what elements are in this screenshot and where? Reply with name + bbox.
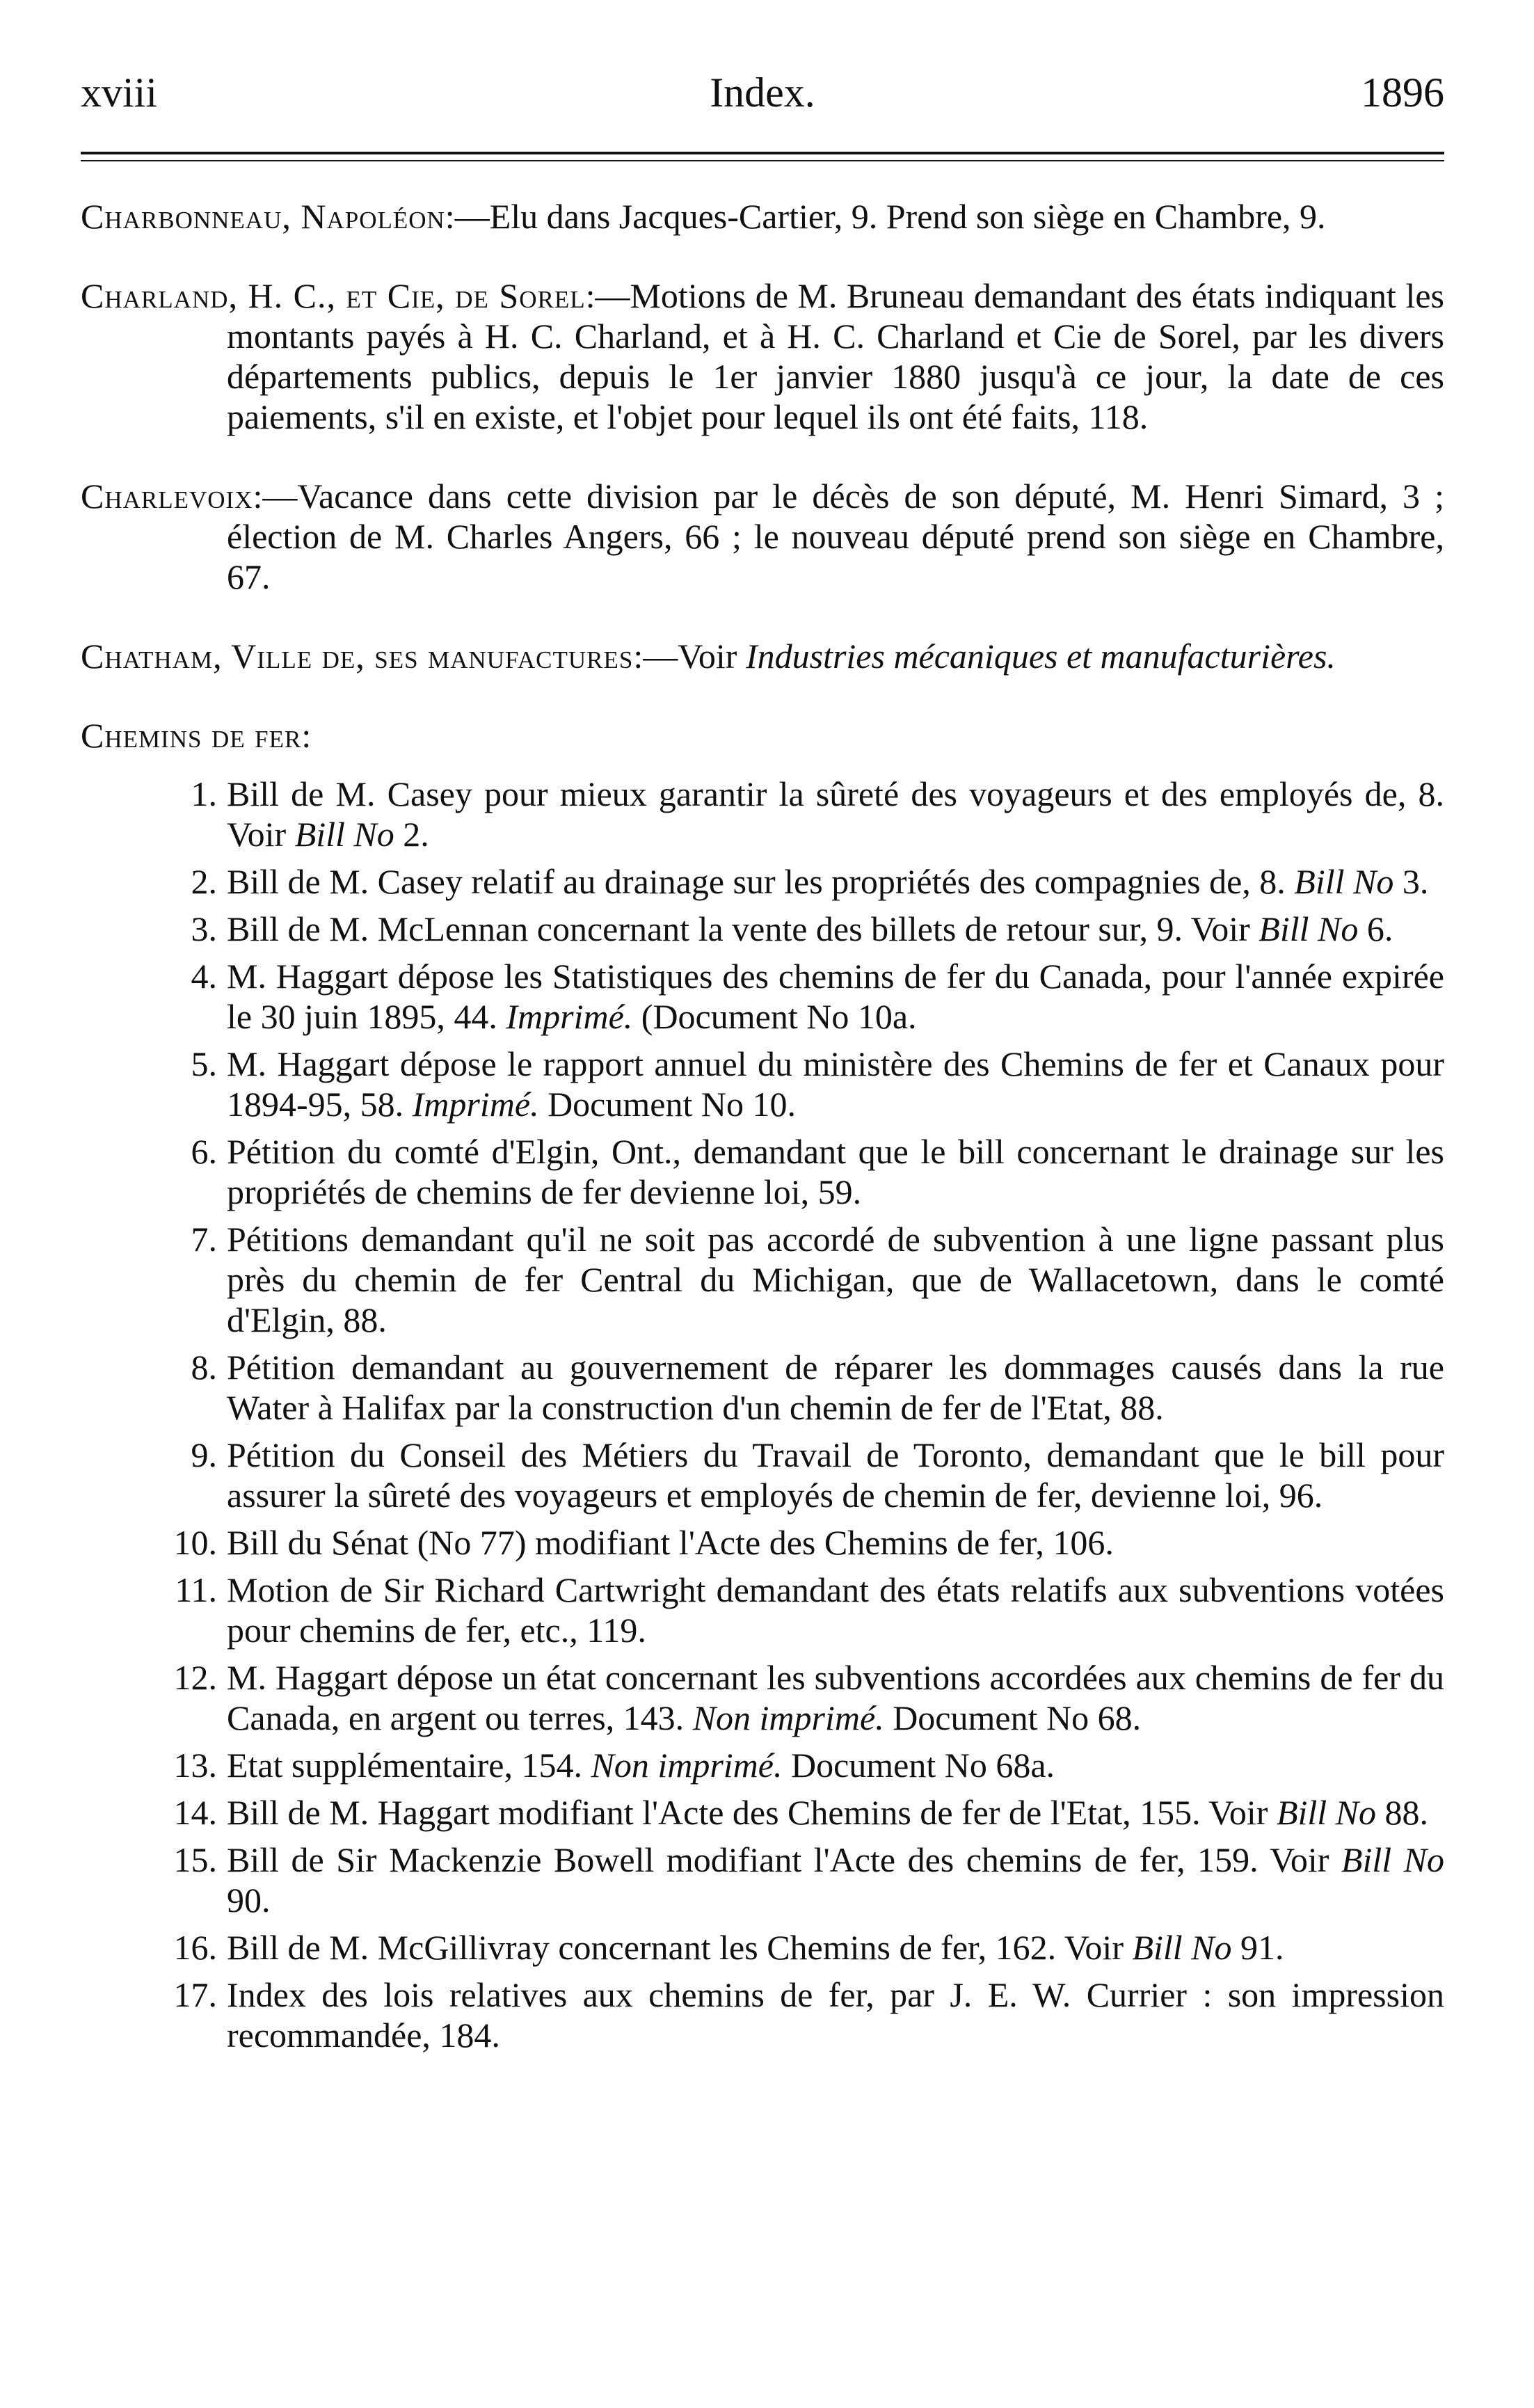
section-list (81, 774, 1444, 2055)
item-italic: Bill No (1294, 862, 1394, 901)
item-text: M. Haggart dépose un état concernant les subventions accordées aux chemins de fer du Canada, en argent ou terres, 143. (227, 1658, 1444, 1737)
item-tail: Document No 10. (538, 1085, 796, 1124)
item-number: 8. (191, 1348, 217, 1387)
list-item (81, 1745, 1444, 1785)
item-italic: Bill No (1276, 1793, 1377, 1832)
item-text: Bill de M. Haggart modifiant l'Acte des Chemins de fer de l'Etat, 155. Voir (227, 1793, 1277, 1832)
item-number: 10. (173, 1523, 217, 1562)
item-number: 4. (191, 957, 217, 996)
list-item (81, 1792, 1444, 1833)
page-number: xviii (81, 70, 158, 115)
entry-heading: Charlevoix (81, 477, 253, 516)
item-tail: 88. (1376, 1793, 1429, 1832)
item-number: 14. (173, 1793, 217, 1832)
item-tail: 2. (394, 815, 429, 854)
item-number: 2. (191, 862, 217, 901)
list-item (81, 1657, 1444, 1738)
index-page (81, 61, 1444, 2062)
item-text: Pétitions demandant qu'il ne soit pas accordé de subvention à une ligne passant plus près du chemin de fer Central du Michigan, que de Wallacetown, dans le comté d'Elgin, 88. (227, 1220, 1444, 1339)
entry-text: :—Elu dans Jacques-Cartier, 9. Prend son siège en Chambre, 9. (445, 197, 1326, 236)
list-item (81, 1975, 1444, 2055)
item-italic: Non imprimé. (591, 1746, 783, 1785)
item-text: Bill de Sir Mackenzie Bowell modifiant l'Acte des chemins de fer, 159. Voir (227, 1840, 1341, 1879)
item-text: Pétition du comté d'Elgin, Ont., demandant que le bill concernant le drainage sur les propriétés de chemins de fer devienne loi, 59. (227, 1132, 1444, 1211)
section-heading: Chemins de fer: (81, 716, 312, 755)
index-entry (81, 636, 1444, 676)
item-text: Bill de M. Casey pour mieux garantir la sûreté des voyageurs et des employés de, 8. Voir (227, 774, 1444, 854)
entry-crossref: Industries mécaniques et manufacturières. (745, 637, 1336, 676)
list-item (81, 774, 1444, 854)
list-item (81, 1435, 1444, 1515)
item-number: 3. (191, 909, 217, 948)
item-number: 5. (191, 1044, 217, 1083)
item-text: Bill de M. McGillivray concernant les Chemins de fer, 162. Voir (227, 1928, 1133, 1967)
item-number: 7. (191, 1220, 217, 1259)
item-text: Bill du Sénat (No 77) modifiant l'Acte des Chemins de fer, 106. (227, 1523, 1114, 1562)
item-number: 17. (173, 1975, 217, 2014)
item-text: Index des lois relatives aux chemins de fer, par J. E. W. Currier : son impression recommandée, 184. (227, 1975, 1444, 2055)
item-text: M. Haggart dépose les Statistiques des chemins de fer du Canada, pour l'année expirée le 30 juin 1895, 44. (227, 957, 1444, 1036)
entry-heading: Chatham, Ville de, ses manufactures (81, 637, 634, 676)
list-item (81, 1347, 1444, 1428)
item-italic: Imprimé. (412, 1085, 539, 1124)
item-number: 1. (191, 774, 217, 813)
header-rule-thin (81, 160, 1444, 161)
item-tail: (Document No 10a. (632, 997, 917, 1036)
item-text: Motion de Sir Richard Cartwright demandant des états relatifs aux subventions votées pour chemins de fer, etc., 119. (227, 1570, 1444, 1650)
list-item (81, 1927, 1444, 1968)
item-number: 15. (173, 1840, 217, 1879)
item-italic: Imprimé. (506, 997, 633, 1036)
item-text: Etat supplémentaire, 154. (227, 1746, 591, 1785)
item-text: Bill de M. Casey relatif au drainage sur les propriétés des compagnies de, 8. (227, 862, 1295, 901)
list-item (81, 909, 1444, 949)
item-tail: Document No 68. (884, 1698, 1142, 1737)
item-italic: Non imprimé. (692, 1698, 884, 1737)
index-entry (81, 196, 1444, 237)
item-italic: Bill No (294, 815, 394, 854)
item-tail: Document No 68a. (782, 1746, 1055, 1785)
item-italic: Bill No (1132, 1928, 1232, 1967)
entry-heading: Charland, H. C., et Cie, de Sorel (81, 276, 586, 315)
item-tail: 3. (1393, 862, 1429, 901)
item-tail: 91. (1231, 1928, 1284, 1967)
year: 1896 (1361, 70, 1444, 115)
entry-heading: Charbonneau, Napoléon (81, 197, 445, 236)
page-title: Index. (710, 70, 815, 115)
item-number: 11. (175, 1570, 217, 1609)
list-item (81, 1131, 1444, 1212)
item-text: Bill de M. McLennan concernant la vente des billets de retour sur, 9. Voir (227, 909, 1259, 948)
list-item (81, 1522, 1444, 1563)
entry-text: :—Motions de M. Bruneau demandant des états indiquant les montants payés à H. C. Charland, et à H. C. Charland et Cie de Sorel, par les divers départements publics, depuis le 1er janvier 1880 jusqu'à ce jour, la date de ces paiements, s'il en existe, et l'objet pour lequel ils ont été faits, 118. (227, 276, 1444, 436)
index-entry (81, 476, 1444, 597)
item-number: 12. (173, 1658, 217, 1697)
item-text: Pétition demandant au gouvernement de réparer les dommages causés dans la rue Water à Halifax par la construction d'un chemin de fer de l'Etat, 88. (227, 1348, 1444, 1427)
list-item (81, 1044, 1444, 1124)
item-number: 13. (173, 1746, 217, 1785)
header-rule (81, 152, 1444, 161)
item-tail: 6. (1358, 909, 1393, 948)
item-text: Pétition du Conseil des Métiers du Travail de Toronto, demandant que le bill pour assurer la sûreté des voyageurs et employés de chemin de fer, devienne loi, 96. (227, 1435, 1444, 1515)
list-item (81, 861, 1444, 902)
index-entry (81, 276, 1444, 437)
index-content (81, 196, 1444, 2055)
item-number: 9. (191, 1435, 217, 1474)
list-item (81, 1840, 1444, 1920)
list-item (81, 1570, 1444, 1650)
running-head (81, 61, 1444, 124)
item-number: 16. (173, 1928, 217, 1967)
entry-text: :—Voir (633, 637, 746, 676)
item-number: 6. (191, 1132, 217, 1171)
entry-text: :—Vacance dans cette division par le décès de son député, M. Henri Simard, 3 ; élection de M. Charles Angers, 66 ; le nouveau député prend son siège en Chambre, 67. (227, 477, 1444, 596)
list-item (81, 1219, 1444, 1340)
list-item (81, 956, 1444, 1037)
item-italic: Bill No (1259, 909, 1359, 948)
item-italic: Bill No (1341, 1840, 1444, 1879)
item-tail: 90. (227, 1881, 271, 1920)
item-text: M. Haggart dépose le rapport annuel du ministère des Chemins de fer et Canaux pour 1894-95, 58. (227, 1044, 1444, 1124)
